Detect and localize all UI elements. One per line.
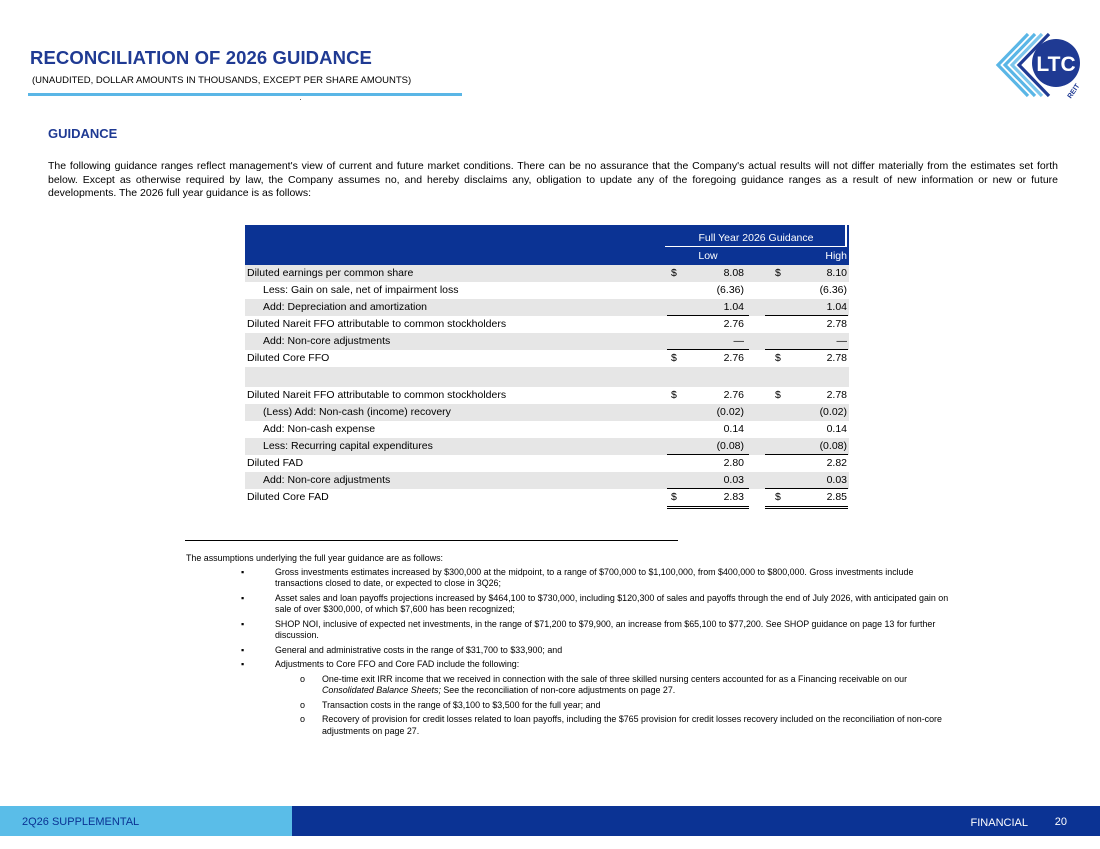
table-row: Diluted Core FAD $ 2.83 $ 2.85 bbox=[245, 489, 849, 506]
list-item: ▪ General and administrative costs in the range of $31,700 to $33,900; and bbox=[241, 644, 563, 655]
sub-list-item: o Recovery of provision for credit losses related to loan payoffs, including the $765 provision for credit losses recovery included on the reconciliation of non-core adjustments on page 27. bbox=[300, 714, 942, 736]
sub-list-item: o Transaction costs in the range of $3,100 to $3,500 for the full year; and bbox=[300, 699, 601, 710]
page-footer bbox=[0, 806, 1100, 836]
logo-subtext: REIT bbox=[1066, 82, 1082, 100]
col-low-header: Low bbox=[698, 250, 718, 262]
table-row: Diluted Nareit FFO attributable to common stockholders $ 2.76 $ 2.78 bbox=[247, 389, 847, 401]
table-row: Add: Non-cash expense 0.14 0.14 bbox=[263, 423, 847, 435]
list-item: ▪ Gross investments estimates increased by $300,000 at the midpoint, to a range of $700,000 to $1,100,000, from $400,000 to $800,000. Gross investments include transactions closed to date, or expected to close in 3Q26; bbox=[241, 566, 914, 588]
page-title: RECONCILIATION OF 2026 GUIDANCE bbox=[30, 47, 372, 68]
table-header bbox=[245, 225, 849, 265]
table-row: Less: Gain on sale, net of impairment loss (6.36) (6.36) bbox=[263, 284, 847, 296]
bullet-icon: ▪ bbox=[241, 644, 245, 655]
table-spacer bbox=[245, 367, 849, 387]
table-row: Add: Depreciation and amortization 1.04 1.04 bbox=[245, 299, 849, 316]
company-logo bbox=[982, 30, 1082, 100]
page-subtitle: (UNAUDITED, DOLLAR AMOUNTS IN THOUSANDS, EXCEPT PER SHARE AMOUNTS) bbox=[32, 75, 412, 86]
footer-left-label: 2Q26 SUPPLEMENTAL bbox=[22, 816, 140, 828]
table-row: Add: Non-core adjustments 0.03 0.03 bbox=[245, 472, 849, 489]
bullet-icon: ▪ bbox=[241, 659, 245, 669]
circle-bullet-icon: o bbox=[300, 673, 306, 684]
sub-list-item: o One-time exit IRR income that we received in connection with the sale of three skilled nursing centers accounted for as a Financing receivable on our Consolidated Balance Sheets; See the reconciliation of non-core adjustments on page 27. bbox=[300, 673, 908, 695]
assumptions-footnotes bbox=[186, 553, 956, 740]
guidance-table bbox=[245, 225, 849, 506]
list-item: ▪ SHOP NOI, inclusive of expected net investments, in the range of $71,200 to $79,900, an increase from $65,100 to $77,200. See SHOP guidance on page 13 for further discussion. bbox=[241, 618, 936, 640]
section-heading: GUIDANCE bbox=[48, 126, 118, 141]
circle-bullet-icon: o bbox=[300, 714, 306, 724]
footer-section-label: FINANCIAL bbox=[970, 817, 1028, 829]
intro-paragraph: The following guidance ranges reflect management's view of current and future market conditions. There can be no assurance that the Company's actual results will not differ materially from the estimates set forth below. Except as otherwise required by law, the Company assumes no, and hereby disclaims any, obligation to update any of the foregoing guidance ranges as a result of new information or new or future developments. The 2026 full year guidance is as follows: bbox=[48, 160, 1058, 199]
bullet-icon: ▪ bbox=[241, 566, 245, 577]
divider-dot bbox=[300, 99, 301, 100]
table-row: Less: Recurring capital expenditures (0.08) (0.08) bbox=[245, 438, 849, 455]
title-underline bbox=[28, 93, 462, 96]
logo-text: LTC bbox=[1036, 53, 1076, 76]
table-row: Add: Non-core adjustments — — bbox=[245, 333, 849, 350]
table-row: (Less) Add: Non-cash (income) recovery (0.02) (0.02) bbox=[245, 404, 849, 421]
list-item: ▪ Asset sales and loan payoffs projections increased by $464,100 to $730,000, including $120,300 of sales and payoffs through the end of July 2026, with anticipated gain on sale of over $300,000, of which $7,600 has been recognized; bbox=[241, 592, 949, 614]
table-row: Diluted earnings per common share $ 8.08 $ 8.10 bbox=[245, 265, 849, 282]
circle-bullet-icon: o bbox=[300, 699, 306, 710]
list-item: ▪ Adjustments to Core FFO and Core FAD include the following: bbox=[241, 659, 520, 669]
page-number: 20 bbox=[1054, 816, 1067, 828]
bullet-icon: ▪ bbox=[241, 618, 245, 629]
footnote-divider bbox=[185, 540, 678, 541]
table-row: Diluted Nareit FFO attributable to common stockholders 2.76 2.78 bbox=[247, 318, 847, 330]
table-row: Diluted Core FFO $ 2.76 $ 2.78 bbox=[245, 350, 849, 367]
band-header: Full Year 2026 Guidance bbox=[698, 232, 814, 244]
assumptions-intro: The assumptions underlying the full year guidance are as follows: bbox=[186, 553, 444, 563]
table-row: Diluted FAD 2.80 2.82 bbox=[247, 457, 847, 469]
col-high-header: High bbox=[825, 250, 847, 262]
bullet-icon: ▪ bbox=[241, 592, 245, 603]
